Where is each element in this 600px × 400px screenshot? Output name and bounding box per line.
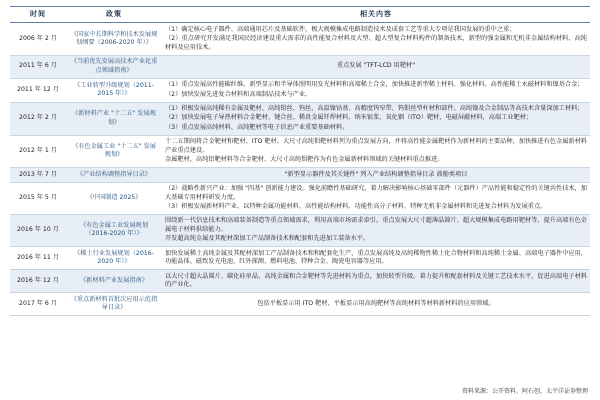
cell-policy: 《工业转型升级规划（2011-2015 年）》	[66, 78, 162, 102]
cell-time: 2015 年 5 月	[10, 182, 66, 214]
cell-content	[162, 102, 590, 135]
table-row	[10, 135, 590, 167]
content-paragraph: （2）重点研究开发满足我国民经济建设重大需求的高性能复合材料及大型、超大型复合材料构件的制备技术，新型的强金属和无机非金属结构材料、高纯材料及应用技术。	[165, 35, 587, 51]
cell-content	[162, 247, 590, 270]
table-header	[10, 7, 590, 23]
cell-time: 2006 年 2 月	[10, 23, 66, 55]
table-row	[10, 247, 590, 270]
table-row	[10, 23, 590, 55]
table-row	[10, 182, 590, 214]
content-paragraph: 包括平板显示用 ITO 靶材、平板显示用高纯靶材等高纯材料等材料新材料的应用领域。	[257, 299, 495, 307]
source-note: 资料来源：公开资料，阿石创，太平洋证券整理	[461, 388, 588, 395]
content-paragraph: 开发超高纯金属及其配材深加工产品制备技术和配套和先进加工装备水平。	[165, 235, 370, 243]
cell-time: 2011 年 12 月	[10, 78, 66, 102]
content-paragraph: 围绕新一代信息技术和高端装备制造等重点领域需求，利用高端市场需求牵引，重点发展大尺寸超薄晶圆片、超大规模集成电路用靶材等，提升高端有色金属电子材料供给能力。	[165, 217, 587, 233]
cell-time: 2016 年 10 月	[10, 214, 66, 246]
content-paragraph: （1）确定核心电子器件、高端通用芯片及基础软件，极大规模集成电路制造技术及成套工艺等重大专项是我国发展的重中之重；	[165, 26, 516, 34]
column-header-policy: 政策	[66, 7, 162, 23]
content-paragraph: "新型显示器件及其关键件" 列入产业结构调整指导目录 鼓励类项目	[284, 170, 468, 178]
content-paragraph: 加快发展稀土高纯金属及其配材深加工产品制备技术和和配套化生产，重点发展高纯及高纯稀物性稀土化合物材料和高纯稀土金属、高端电子器件中应用，功能晶体、磁致发光电池、红外探测、燃料电池、特种合金、陶瓷电容器等应用。	[165, 249, 587, 266]
cell-policy: 《重点新材料首批次应用示范指导目录》	[66, 292, 162, 315]
content-paragraph: 以大尺寸超大晶圆片、碳化硅单晶、高纯金属和合金靶材等先进材料为重点，加快转型升级。着力提升和配套材料及关键工艺技术水平，促进高端电子材料的产业化。	[165, 272, 587, 288]
table-row	[10, 270, 590, 293]
table-row	[10, 214, 590, 246]
table-row	[10, 102, 590, 135]
column-header-content: 相关内容	[162, 7, 590, 23]
cell-content	[162, 168, 590, 183]
cell-policy: 《有色金属工业 "十二五" 发展规划》	[66, 135, 162, 167]
table-row	[10, 292, 590, 315]
cell-policy: 《新材料产业发展指南》	[66, 270, 162, 293]
cell-policy: 《国家中长期科学和技术发展规划纲要（2006-2020 年）》	[66, 23, 162, 55]
cell-time: 2012 年 2 月	[10, 102, 66, 135]
policy-table	[10, 6, 590, 316]
content-paragraph: 金属靶材、高纯铝靶材料等合金靶材、大尺寸高纯钼靶作为有色金属新材料领域的关键材料重点推进。	[165, 156, 444, 164]
cell-content	[162, 182, 590, 214]
cell-content	[162, 55, 590, 78]
cell-policy: 《新材料产业 "十二五" 发展规划》	[66, 102, 162, 135]
cell-content	[162, 78, 590, 102]
content-paragraph: （1）积极发展高纯稀有金属及靶材、高纯钼丝、钨丝、高温镍钴基、高精度钨窄带、钨钼丝型杆材和部件、高纯镍及合金制品等高技术含量深加工材料；	[165, 105, 584, 113]
content-paragraph: 重点发展 "TFT-LCD 用靶材"	[336, 62, 416, 70]
cell-time: 2012 年 1 月	[10, 135, 66, 167]
cell-time: 2016 年 11 月	[10, 247, 66, 270]
column-header-time: 时间	[10, 7, 66, 23]
cell-policy: 《稀土行业发展规划（2016-2020 年）》	[66, 247, 162, 270]
table-body	[10, 23, 590, 315]
cell-time: 2013 年 7 月	[10, 168, 66, 183]
table-row	[10, 78, 590, 102]
cell-policy: 《产业结构调整指导目录》	[66, 168, 162, 183]
cell-policy: 《中国制造 2025》	[66, 182, 162, 214]
cell-content	[162, 270, 590, 293]
content-paragraph: （1）重点发展高性能碳纤维、新型显示和半导体照明用发光材料和高端稀土合金，加快推进新型稀土材料、强化材料、高性能稀土永磁材料和镍基合金；	[165, 81, 584, 89]
cell-policy: 《当前优先发展高技术产业化重点领域指南》	[66, 55, 162, 78]
cell-time: 2016 年 12 月	[10, 270, 66, 293]
table-row	[10, 168, 590, 183]
cell-content	[162, 292, 590, 315]
cell-time: 2011 年 6 月	[10, 55, 66, 78]
cell-content	[162, 135, 590, 167]
content-paragraph: （3）积极发展新材料产业。以特种金属功能材料、高性能结构材料、功能性高分子材料、特种无机非金属材料和先进复合材料为发展重点。	[165, 202, 547, 210]
content-paragraph: （2）加快发展电子导热材料合金靶材、键合丝、稀贵金属钎焊材料、纳米银浆、氧化铟（ITO）靶材、电磁屏蔽材料，高端工业靶材；	[165, 114, 533, 122]
cell-time: 2017 年 6 月	[10, 292, 66, 315]
cell-content	[162, 23, 590, 55]
table-row	[10, 55, 590, 78]
content-paragraph: （2）战略性新兴产业：加强 "四基" 创新能力建设。强化前瞻性基础研究，着力解决影响核心基础零部件（元器件）产品性能和稳定性的关键共性技术，加大基础专用材料研发力度。	[165, 185, 587, 201]
content-paragraph: （3）重点发展高纯材料、高纯靶材等电子信息产业重要基础材料。	[165, 123, 349, 131]
content-paragraph: （2）加快发展先进复合材料和高端制品技术与产业。	[165, 90, 312, 98]
cell-content	[162, 214, 590, 246]
table-header-row	[10, 7, 590, 23]
content-paragraph: 十二五期间将合金靶材和靶材、ITO 靶材、大尺寸高纯钼靶材料列为重点发展方向，并将高性能金属靶材作为新材料的主要品种，加快推进有色金属新材料产业重点建设。	[165, 138, 587, 154]
cell-policy: 《有色金属工业发展规划（2016-2020 年）》	[66, 214, 162, 246]
